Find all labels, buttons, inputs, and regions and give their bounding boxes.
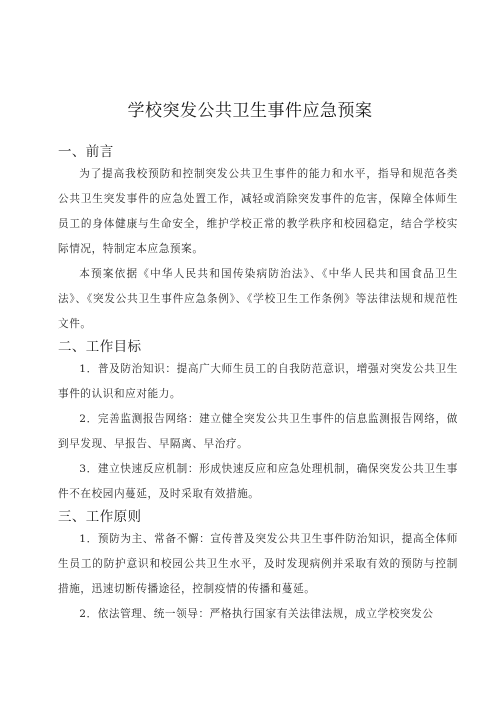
section-heading-preface: 一、前言 bbox=[58, 144, 114, 160]
section-heading-principles: 三、工作原则 bbox=[58, 509, 142, 525]
paragraph: 2．依法管理、统一领导：严格执行国家有关法律法规，成立学校突发公 bbox=[79, 608, 434, 620]
document-body bbox=[58, 142, 458, 627]
paragraph: 为了提高我校预防和控制突发公共卫生事件的能力和水平，指导和规范各类公共卫生突发事件的应急处置工作，减轻或消除突发事件的危害，保障全体师生员工的身体健康与生命安全，维护学校正常的教学秩序和校园稳定，结合学校实际情况，特制定本应急预案。 bbox=[58, 168, 458, 255]
paragraph: 本预案依据《中华人民共和国传染病防治法》、《中华人民共和国食品卫生法》、《突发公共卫生事件应急条例》、《学校卫生工作条例》等法律法规和规范性文件。 bbox=[58, 268, 458, 330]
section-heading-goals: 二、工作目标 bbox=[58, 339, 142, 355]
document-title: 学校突发公共卫生事件应急预案 bbox=[127, 101, 373, 122]
paragraph: 3．建立快速反应机制：形成快速反应和应急处理机制，确保突发公共卫生事件不在校园内蔓延，及时采取有效措施。 bbox=[58, 463, 458, 500]
paragraph: 1．普及防治知识：提高广大师生员工的自我防范意识，增强对突发公共卫生事件的认识和应对能力。 bbox=[58, 363, 458, 400]
paragraph: 1．预防为主、常备不懈：宣传普及突发公共卫生事件防治知识，提高全体师生员工的防护意识和校园公共卫生水平，及时发现病例并采取有效的预防与控制措施，迅速切断传播途径，控制疫情的传播和蔓延。 bbox=[58, 533, 458, 595]
paragraph: 2．完善监测报告网络：建立健全突发公共卫生事件的信息监测报告网络，做到早发现、早报告、早隔离、早治疗。 bbox=[58, 413, 458, 450]
